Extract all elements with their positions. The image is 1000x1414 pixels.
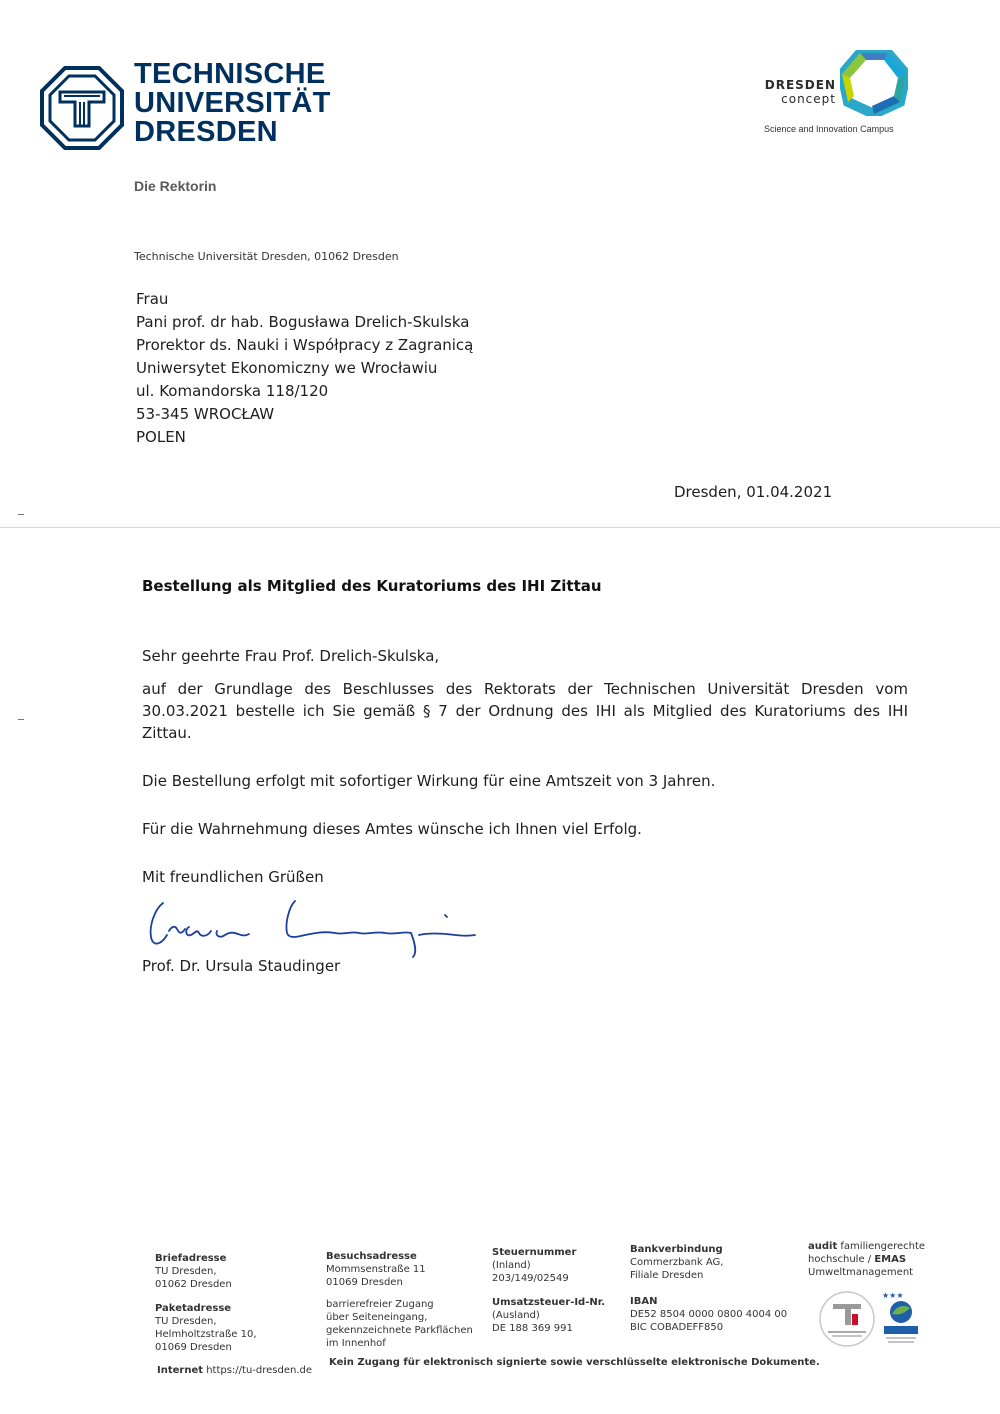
office-title: Die Rektorin (134, 178, 217, 194)
recipient-line: Pani prof. dr hab. Bogusława Drelich-Skulska (136, 313, 470, 331)
body-paragraph: Für die Wahrnehmung dieses Amtes wünsche ich Ihnen viel Erfolg. (142, 820, 642, 838)
closing: Mit freundlichen Grüßen (142, 868, 324, 886)
footer-emas-bold: EMAS (874, 1254, 907, 1265)
footer-briefadresse (155, 1252, 232, 1291)
footer-label: Paketadresse (155, 1303, 232, 1314)
signer-name: Prof. Dr. Ursula Staudinger (142, 957, 341, 975)
footer-line: 01069 Dresden (155, 1342, 232, 1353)
footer-line: DE 188 369 991 (492, 1323, 573, 1334)
recipient-line: Frau (136, 290, 169, 308)
footer-line: 01062 Dresden (155, 1279, 232, 1290)
footer-audit-text: familiengerechte (837, 1241, 926, 1252)
university-name-line3: DRESDEN (134, 116, 278, 148)
footer-certifications (808, 1240, 938, 1279)
footer-label: IBAN (630, 1296, 658, 1307)
university-name (134, 60, 331, 147)
svg-text:★★★: ★★★ (882, 1291, 904, 1300)
footer-line: im Innenhof (326, 1338, 386, 1349)
footer-notice: Kein Zugang für elektronisch signierte sowie verschlüsselte elektronische Dokumente. (329, 1357, 820, 1368)
partner-name (764, 78, 836, 106)
footer-line: Filiale Dresden (630, 1270, 704, 1281)
emas-seal-icon (880, 1288, 922, 1346)
recipient-line: ul. Komandorska 118/120 (136, 382, 329, 400)
footer-bank (630, 1243, 723, 1282)
footer-line: BIC COBADEFF850 (630, 1322, 724, 1333)
letter-subject: Bestellung als Mitglied des Kuratoriums des IHI Zittau (142, 577, 602, 595)
footer-line: TU Dresden, (155, 1316, 217, 1327)
footer-label: Steuernummer (492, 1247, 577, 1258)
return-address: Technische Universität Dresden, 01062 Dresden (134, 250, 399, 263)
punch-mark (18, 719, 24, 720)
partner-name-line2: concept (781, 92, 836, 106)
partner-name-line1: DRESDEN (764, 78, 836, 92)
letter-date: Dresden, 01.04.2021 (674, 483, 833, 501)
footer-label: Briefadresse (155, 1253, 227, 1264)
dresden-concept-logo-icon (840, 50, 908, 116)
footer-line: Commerzbank AG, (630, 1257, 724, 1268)
recipient-address (136, 288, 473, 449)
recipient-line: Prorektor ds. Nauki i Współpracy z Zagranicą (136, 336, 474, 354)
footer-line: Mommsenstraße 11 (326, 1264, 426, 1275)
footer-steuernummer (492, 1246, 576, 1285)
footer-ust-id (492, 1296, 605, 1335)
footer-iban (630, 1295, 787, 1334)
footer-line: über Seiteneingang, (326, 1312, 428, 1323)
footer-label: Besuchsadresse (326, 1251, 417, 1262)
footer-line: (Inland) (492, 1260, 531, 1271)
footer-line: gekennzeichnete Parkflächen (326, 1325, 473, 1336)
salutation: Sehr geehrte Frau Prof. Drelich-Skulska, (142, 647, 440, 665)
footer-line: 203/149/02549 (492, 1273, 569, 1284)
partner-subtitle: Science and Innovation Campus (764, 124, 894, 134)
footer-line: TU Dresden, (155, 1266, 217, 1277)
footer-label: Bankverbindung (630, 1244, 723, 1255)
footer-line: (Ausland) (492, 1310, 540, 1321)
footer-paketadresse (155, 1302, 257, 1354)
body-paragraph: auf der Grundlage des Beschlusses des Rektorats der Technischen Universität Dresden vom 30.03.2021 bestelle ich Sie gemäß § 7 der Ordnung des IHI als Mitglied des Kuratoriums des IHI Zittau. (142, 680, 908, 742)
footer-internet (157, 1364, 312, 1377)
footer-line: DE52 8504 0000 0800 4004 00 (630, 1309, 788, 1320)
footer-besuchsadresse (326, 1250, 426, 1289)
university-name-line2: UNIVERSITÄT (134, 87, 331, 119)
fold-mark (18, 514, 24, 515)
fold-line (0, 527, 1000, 528)
footer-internet-url[interactable]: https://tu-dresden.de (203, 1365, 313, 1376)
recipient-line: POLEN (136, 428, 186, 446)
tud-logo-icon (40, 66, 124, 150)
university-name-line1: TECHNISCHE (134, 58, 326, 90)
recipient-line: 53-345 WROCŁAW (136, 405, 275, 423)
footer-audit-text: hochschule / (808, 1254, 875, 1265)
footer-audit-bold: audit (808, 1241, 838, 1252)
audit-seal-icon (818, 1290, 876, 1348)
recipient-line: Uniwersytet Ekonomiczny we Wrocławiu (136, 359, 438, 377)
footer-label: Umsatzsteuer-Id-Nr. (492, 1297, 606, 1308)
footer-line: barrierefreier Zugang (326, 1299, 434, 1310)
footer-internet-label: Internet (157, 1365, 204, 1376)
footer-line: Helmholtzstraße 10, (155, 1329, 257, 1340)
footer-line: 01069 Dresden (326, 1277, 403, 1288)
handwritten-signature (145, 895, 480, 960)
footer-accessibility (326, 1298, 473, 1350)
body-paragraph: Die Bestellung erfolgt mit sofortiger Wirkung für eine Amtszeit von 3 Jahren. (142, 772, 716, 790)
footer-audit-text: Umweltmanagement (808, 1267, 914, 1278)
